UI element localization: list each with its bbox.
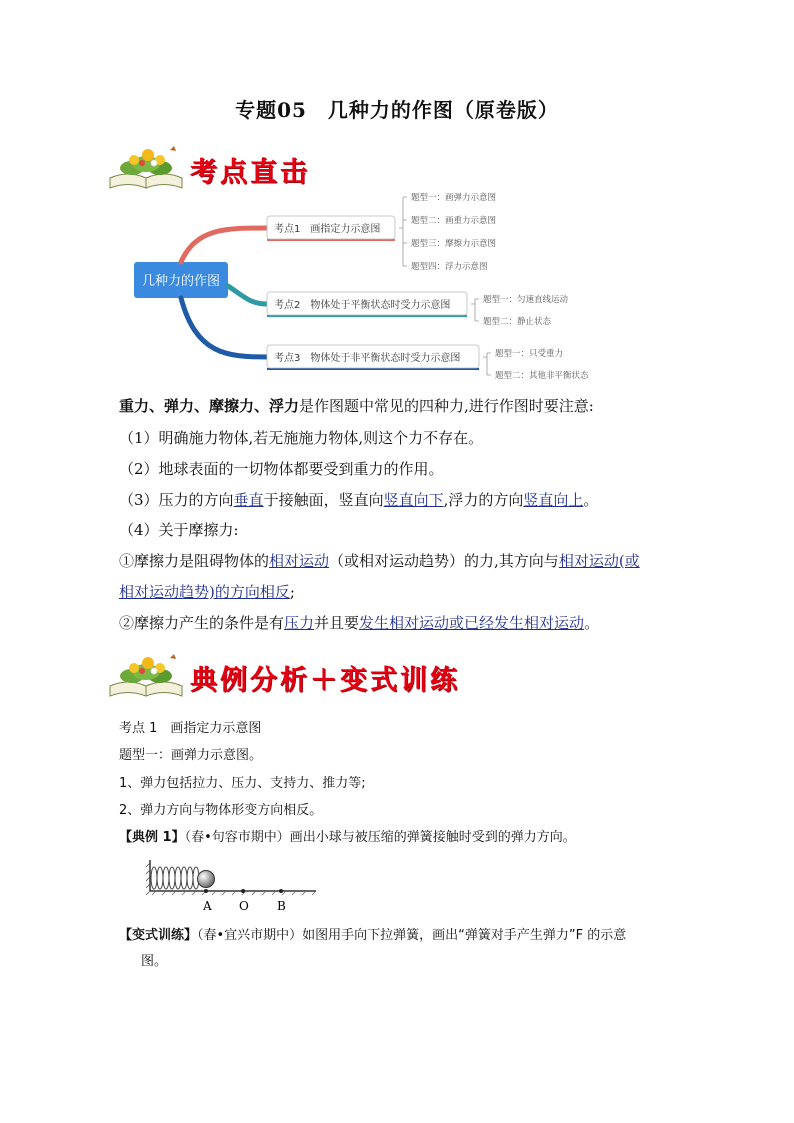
kaodian-heading: 考点 1 画指定力示意图 (119, 721, 262, 736)
mindmap-bracket (471, 299, 479, 321)
variant-text-cont: 图。 (141, 954, 168, 969)
note-5-b: 相对运动 (269, 552, 330, 570)
note-7-e: 。 (584, 614, 600, 632)
note-7-d: 发生相对运动或已经发生相对运动 (359, 614, 585, 632)
mindmap-item: 题型二：其他非平衡状态 (495, 371, 589, 381)
section-banner-kaodian (104, 144, 364, 192)
book-flower-icon (104, 144, 188, 192)
point-1: 1、弹力包括拉力、压力、支持力、推力等; (119, 776, 366, 791)
mindmap-branch-label: 考点2 物体处于平衡状态时受力示意图 (274, 300, 451, 311)
note-6 (119, 582, 679, 602)
mindmap-item: 题型一：匀速直线运动 (483, 295, 569, 305)
example-1 (119, 826, 576, 845)
label-b: B (277, 899, 286, 913)
mindmap-branch-label: 考点1 画指定力示意图 (274, 224, 381, 235)
note-3-a: （3）压力的方向 (119, 491, 234, 509)
note-1: （1）明确施力物体,若无施施力物体,则这个力不存在。 (119, 429, 484, 447)
point-2: 2、弹力方向与物体形变方向相反。 (119, 803, 323, 818)
mindmap-item: 题型二：画重力示意图 (411, 216, 497, 226)
example-1-tag: 【典例 1】 (119, 830, 185, 845)
book-flower-icon (104, 652, 188, 700)
note-3-g: 。 (583, 491, 599, 509)
mindmap-bracket (399, 197, 407, 266)
note-5-d: 相对运动(或 (558, 552, 640, 570)
mindmap-item: 题型一：画弹力示意图 (411, 193, 497, 203)
mindmap (126, 186, 626, 382)
note-6-b: ; (289, 583, 295, 601)
mindmap-item: 题型二：静止状态 (483, 317, 552, 327)
note-3-f: 竖直向上 (523, 491, 584, 509)
note-5-a: ①摩擦力是阻碍物体的 (119, 552, 270, 570)
intro-rest: 是作图题中常见的四种力,进行作图时要注意: (299, 397, 594, 415)
variant-training (119, 924, 626, 943)
note-4: （4）关于摩擦力: (119, 521, 239, 539)
tixing-heading: 题型一：画弹力示意图。 (119, 748, 263, 763)
banner-title-examples: 典例分析＋变式训练 (190, 665, 460, 696)
note-7-a: ②摩擦力产生的条件是有 (119, 614, 285, 632)
note-3-b: 垂直 (233, 491, 264, 509)
label-a: A (203, 899, 212, 913)
example-1-text: （春•句容市期中）画出小球与被压缩的弹簧接触时受到的弹力方向。 (184, 830, 576, 845)
note-3-e: ,浮力的方向 (443, 491, 524, 509)
spring-ball-figure (146, 856, 326, 916)
mindmap-item: 题型一：只受重力 (495, 349, 564, 359)
note-3-d: 竖直向下 (383, 491, 444, 509)
mindmap-item: 题型四：浮力示意图 (411, 262, 488, 272)
variant-tag: 【变式训练】 (119, 928, 198, 943)
note-3 (119, 490, 679, 510)
note-6-a: 相对运动趋势)的方向相反 (119, 583, 290, 601)
page-title: 专题05 几种力的作图（原卷版） (235, 98, 559, 122)
note-5-c: （或相对运动趋势）的力,其方向与 (329, 552, 559, 570)
note-3-c: 于接触面，竖直向 (263, 491, 384, 509)
note-5 (119, 551, 679, 571)
intro-line (119, 396, 679, 416)
mindmap-item: 题型三：摩擦力示意图 (411, 239, 497, 249)
banner-title-kaodian: 考点直击 (190, 157, 310, 188)
note-2: （2）地球表面的一切物体都要受到重力的作用。 (119, 460, 444, 478)
mindmap-branch-line (181, 228, 267, 262)
mindmap-bracket (483, 353, 491, 375)
mindmap-root-label: 几种力的作图 (141, 274, 221, 289)
mindmap-branch-line (181, 298, 267, 357)
note-7 (119, 613, 679, 633)
intro-bold: 重力、弹力、摩擦力、浮力 (119, 397, 300, 415)
variant-text: （春•宜兴市期中）如图用手向下拉弹簧，画出“弹簧对手产生弹力”F 的示意 (197, 928, 627, 943)
section-banner-examples (104, 652, 524, 700)
label-o: O (239, 899, 249, 913)
note-7-b: 压力 (284, 614, 315, 632)
note-7-c: 并且要 (314, 614, 360, 632)
mindmap-branch-line (228, 286, 267, 304)
mindmap-branch-label: 考点3 物体处于非平衡状态时受力示意图 (274, 353, 461, 364)
